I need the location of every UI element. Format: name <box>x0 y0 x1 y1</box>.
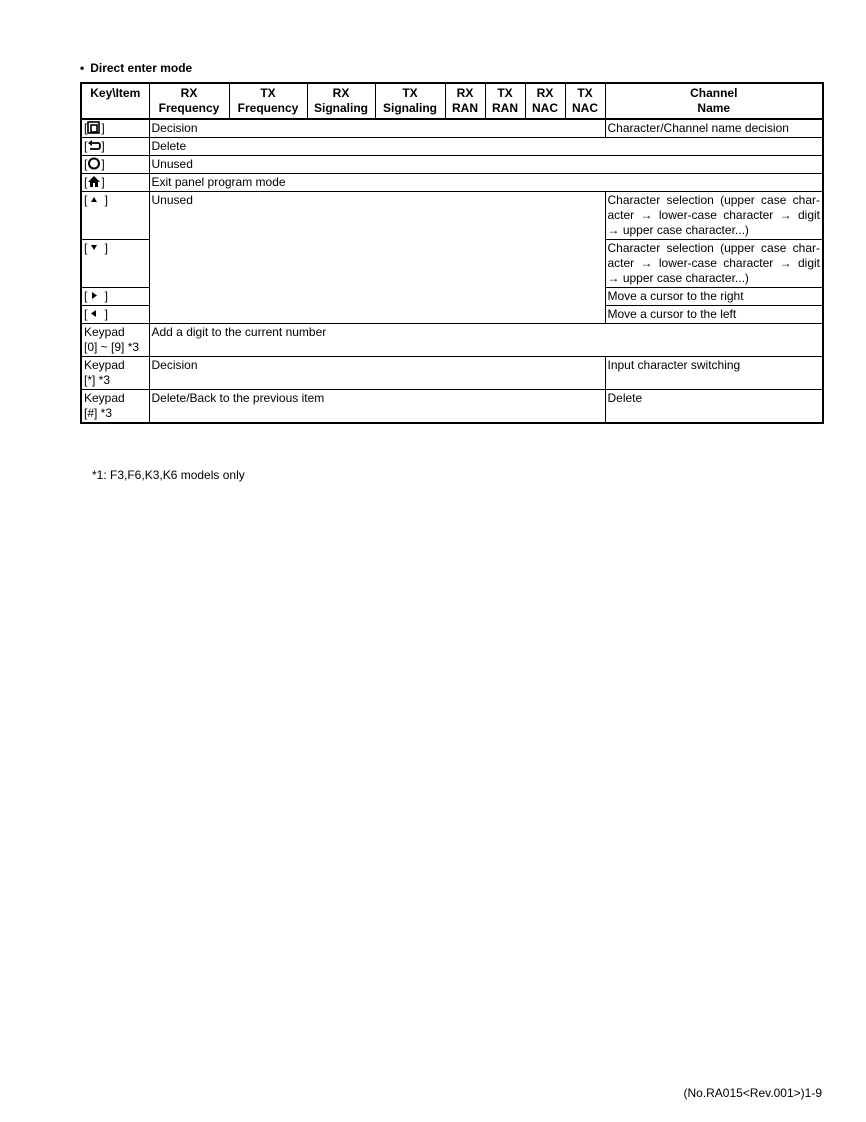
header-tx-ran: TX RAN <box>485 83 525 119</box>
table-row <box>81 390 823 424</box>
header-row <box>81 83 823 119</box>
table-row <box>81 156 823 174</box>
bullet: • <box>80 61 85 75</box>
key-cell: [ ] <box>81 138 149 156</box>
header-key-item: Key\Item <box>81 83 149 119</box>
channel-name-cell: Delete <box>605 390 823 424</box>
table-row <box>81 138 823 156</box>
channel-name-cell: Move a cursor to the left <box>605 306 823 324</box>
circle-icon <box>87 157 101 170</box>
key-cell: Keypad [#] *3 <box>81 390 149 424</box>
header-tx-frequency: TX Frequency <box>229 83 307 119</box>
key-cell: [ ] <box>81 156 149 174</box>
table-row <box>81 119 823 138</box>
items-cell: Unused <box>149 156 823 174</box>
page-number: (No.RA015<Rev.001>)1-9 <box>683 1086 822 1100</box>
key-cell: [ ] <box>81 174 149 192</box>
header-rx-signaling: RX Signaling <box>307 83 375 119</box>
key-cell: Keypad [*] *3 <box>81 357 149 390</box>
channel-name-cell: Character selection (upper case char-acter → lower-case character → digit → upper case character...) <box>605 240 823 288</box>
up-triangle-icon <box>87 193 101 206</box>
table-row <box>81 357 823 390</box>
channel-select-icon <box>87 121 101 134</box>
left-triangle-icon <box>87 307 101 320</box>
table-row <box>81 192 823 240</box>
section-title: Direct enter mode <box>90 61 193 75</box>
footnote: *1: F3,F6,K3,K6 models only <box>92 468 245 482</box>
header-tx-nac: TX NAC <box>565 83 605 119</box>
items-cell: Add a digit to the current number <box>149 324 823 357</box>
items-cell: Decision <box>149 357 605 390</box>
table-row <box>81 174 823 192</box>
key-cell: [ ] <box>81 119 149 138</box>
back-arrow-icon <box>87 139 101 152</box>
key-cell: Keypad [0] ~ [9] *3 <box>81 324 149 357</box>
key-cell: [ ] <box>81 306 149 324</box>
header-rx-ran: RX RAN <box>445 83 485 119</box>
items-cell: Exit panel program mode <box>149 174 823 192</box>
section-heading <box>80 61 192 75</box>
channel-name-cell: Character/Channel name decision <box>605 119 823 138</box>
down-triangle-icon <box>87 241 101 254</box>
right-triangle-icon <box>87 289 101 302</box>
header-rx-nac: RX NAC <box>525 83 565 119</box>
key-function-table <box>80 82 824 424</box>
header-tx-signaling: TX Signaling <box>375 83 445 119</box>
items-cell: Decision <box>149 119 605 138</box>
channel-name-cell: Input character switching <box>605 357 823 390</box>
channel-name-cell: Move a cursor to the right <box>605 288 823 306</box>
header-rx-frequency: RX Frequency <box>149 83 229 119</box>
items-cell: Delete <box>149 138 823 156</box>
key-cell: [ ] <box>81 240 149 288</box>
table-row <box>81 324 823 357</box>
key-cell: [ ] <box>81 192 149 240</box>
header-channel-name: Channel Name <box>605 83 823 119</box>
key-cell: [ ] <box>81 288 149 306</box>
home-icon <box>87 175 101 188</box>
items-cell: Unused <box>149 192 605 324</box>
items-cell: Delete/Back to the previous item <box>149 390 605 424</box>
channel-name-cell: Character selection (upper case char-acter → lower-case character → digit → upper case character...) <box>605 192 823 240</box>
